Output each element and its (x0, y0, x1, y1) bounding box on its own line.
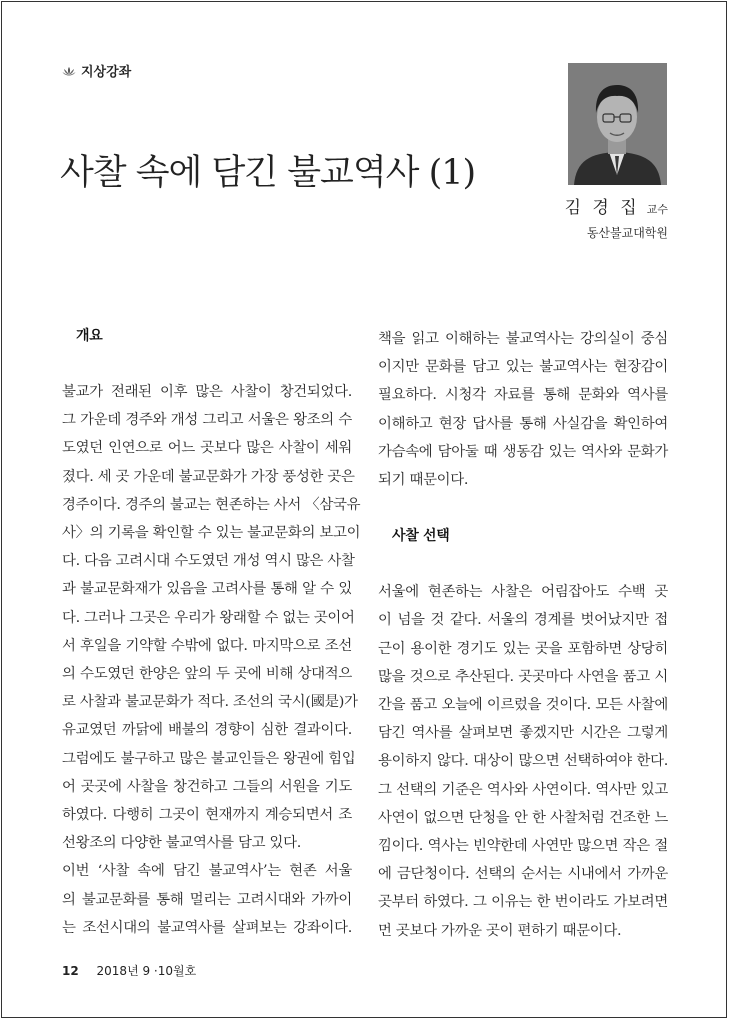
author-block (565, 193, 668, 241)
text-line: 필요하다. 시청각 자료를 통해 문화와 역사를 (378, 387, 668, 404)
text-line: 의 불교문화를 통해 멀리는 고려시대와 가까이 (62, 891, 352, 908)
section-heading-overview: 개요 (76, 328, 103, 344)
text-line: 담긴 역사를 살펴보면 좋겠지만 시간은 그렇게 (378, 725, 668, 742)
text-line: 그 선택의 기준은 역사와 사연이다. 역사만 있고 (378, 781, 668, 798)
spacer (378, 550, 668, 578)
text-line: 되기 때문이다. (378, 472, 469, 489)
spacer (378, 494, 668, 522)
text-line: 이지만 문화를 담고 있는 불교역사는 현장감이 (378, 359, 668, 376)
text-line: 졌다. 세 곳 가운데 불교문화가 가장 풍성한 곳은 (62, 468, 355, 485)
text-line: 이해하고 현장 답사를 통해 사실감을 확인하여 (378, 415, 668, 432)
text-line: 곳부터 하였다. 그 이유는 한 번이라도 가보려면 (378, 894, 668, 911)
text-line: 어 곳곳에 사찰을 창건하고 그들의 서원을 기도 (62, 778, 352, 795)
text-line: 용이하지 않다. 대상이 많으면 선택하여야 한다. (378, 753, 668, 770)
text-line: 낌이다. 역사는 빈약한데 사연만 많으면 작은 절 (378, 838, 668, 855)
text-line: 에 금단청이다. 선택의 순서는 시내에서 가까운 (378, 866, 668, 883)
text-line: 유교였던 까닭에 배불의 경향이 심한 결과이다. (62, 722, 352, 739)
text-line: 서 후일을 기약할 수밖에 없다. 마지막으로 조선 (62, 637, 352, 654)
text-line: 다. 그러나 그곳은 우리가 왕래할 수 없는 곳이어 (62, 609, 355, 626)
text-line: 간을 품고 오늘에 이르렀을 것이다. 모든 사찰에 (378, 697, 668, 714)
author-role: 교수 (646, 203, 668, 216)
author-name-line (565, 193, 668, 218)
text-line: 사연이 없으면 단청을 안 한 사찰처럼 건조한 느 (378, 809, 668, 826)
section-heading-temple-selection: 사찰 선택 (392, 528, 450, 545)
author-name: 김 경 집 (564, 198, 640, 218)
text-line: 많을 것으로 추산된다. 곳곳마다 사연을 품고 시 (378, 668, 668, 685)
section-label-text: 지상강좌 (81, 65, 132, 80)
text-line: 책을 읽고 이해하는 불교역사는 강의실이 중심 (378, 331, 668, 347)
text-line: 는 조선시대의 불교역사를 살펴보는 강좌이다. (62, 919, 352, 936)
paragraph (378, 578, 668, 945)
text-line: 선왕조의 다양한 불교역사를 담고 있다. (62, 835, 301, 852)
text-line: 다. 다음 고려시대 수도였던 개성 역시 많은 사찰 (62, 553, 355, 570)
text-line: 그 가운데 경주와 개성 그리고 서울은 왕조의 수 (62, 412, 352, 429)
page-number: 12 (62, 964, 79, 978)
paragraph (62, 857, 352, 942)
text-line: 의 수도였던 한양은 앞의 두 곳에 비해 상대적으 (62, 666, 352, 683)
text-line: 이번 ‘사찰 속에 담긴 불교역사’는 현존 서울 (62, 863, 352, 880)
spacer (62, 350, 352, 378)
text-line: 이 넘을 것 같다. 서울의 경계를 벗어났지만 접 (378, 612, 668, 629)
text-line: 가슴속에 담아둘 때 생동감 있는 역사와 문화가 (378, 443, 668, 460)
lotus-icon (62, 66, 76, 76)
right-column (378, 325, 668, 945)
text-line: 하였다. 다행히 그곳이 현재까지 계승되면서 조 (62, 807, 352, 824)
issue-label: 2018년 9 ·10월호 (96, 964, 197, 978)
text-line: 불교가 전래된 이후 많은 사찰이 창건되었다. (62, 384, 352, 400)
page-title: 사찰 속에 담긴 불교역사 (1) (60, 153, 476, 193)
section-label (62, 61, 131, 80)
left-column (62, 322, 361, 942)
text-line: 먼 곳보다 가까운 곳이 편하기 때문이다. (378, 922, 622, 939)
page-footer (62, 962, 196, 979)
author-affiliation: 동산불교대학원 (586, 226, 668, 240)
text-line: 근이 용이한 경기도 있는 곳을 포함하면 상당히 (378, 640, 668, 657)
text-line: 사〉의 기록을 확인할 수 있는 불교문화의 보고이 (62, 525, 361, 542)
text-line: 로 사찰과 불교문화가 적다. 조선의 국시(國是)가 (62, 694, 358, 711)
author-portrait-image (568, 63, 667, 185)
author-photo (568, 63, 667, 185)
paragraph (62, 378, 361, 857)
text-line: 서울에 현존하는 사찰은 어림잡아도 수백 곳 (378, 584, 668, 601)
text-line: 그럼에도 불구하고 많은 불교인들은 왕권에 힘입 (62, 750, 356, 767)
text-line: 도였던 인연으로 어느 곳보다 많은 사찰이 세워 (62, 440, 352, 457)
text-line: 과 불교문화재가 있음을 고려사를 통해 알 수 있 (62, 581, 352, 598)
paragraph (378, 325, 668, 494)
text-line: 경주이다. 경주의 불교는 현존하는 사서 〈삼국유 (62, 496, 361, 513)
